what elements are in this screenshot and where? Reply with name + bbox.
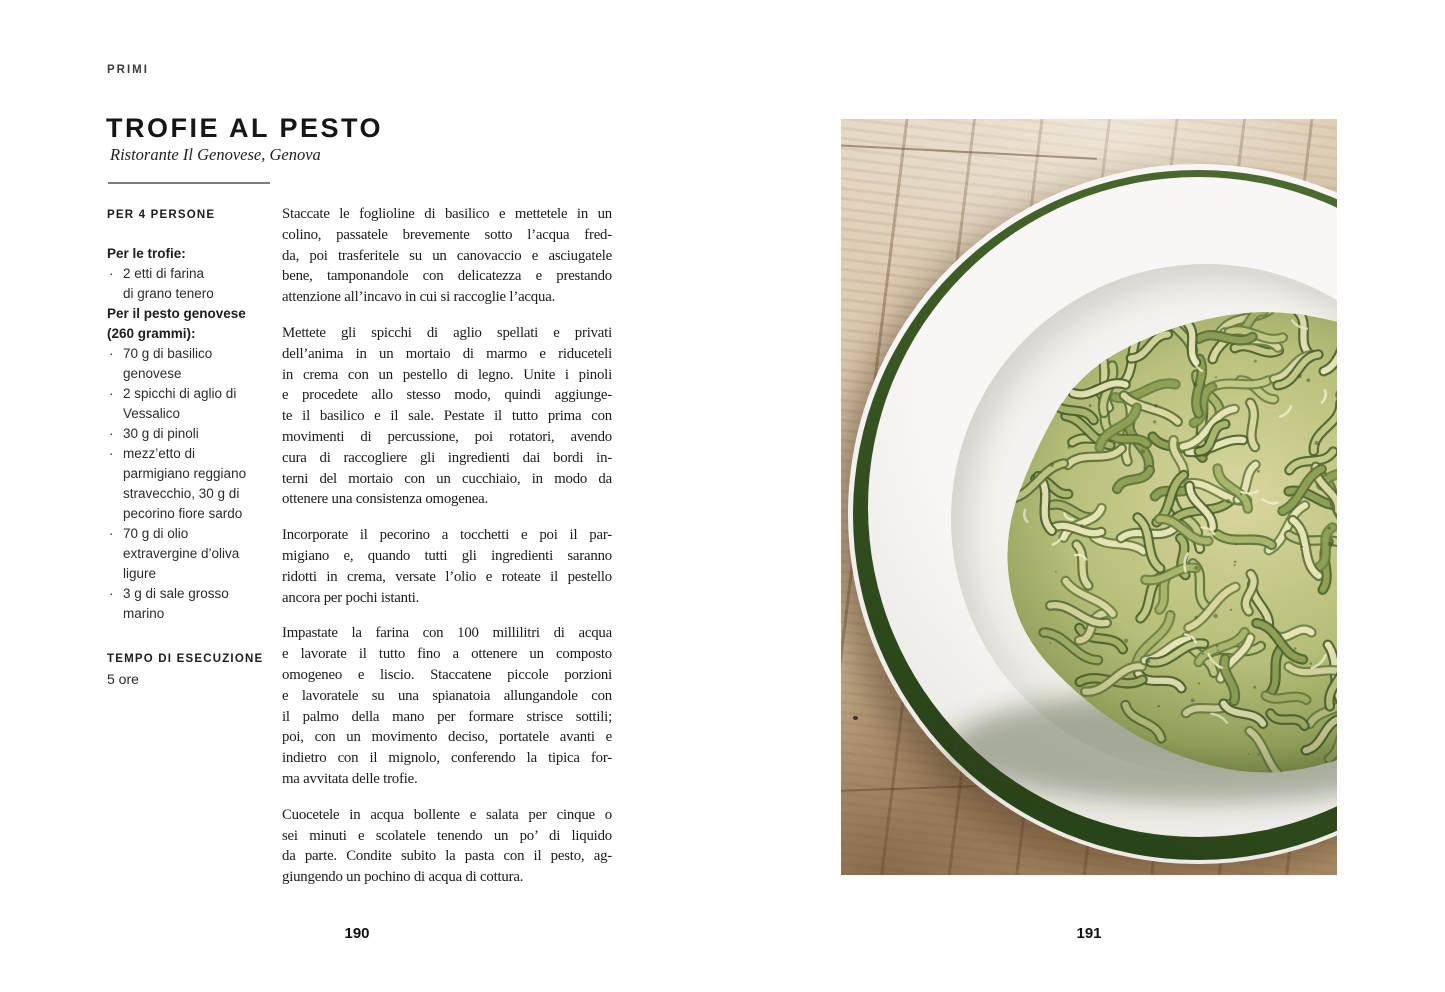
time-value: 5 ore xyxy=(107,671,139,687)
page-number-right: 191 xyxy=(1076,925,1102,942)
spacer xyxy=(107,225,279,244)
method-paragraph: Mettete gli spicchi di aglio spellati e privati dell’anima in un mortaio di marmo e riduceteli in crema con un pestello di legno. Unite i pinoli e procedete allo stesso modo, quindi aggiunge- te il basilico e il sale. Pestate il tutto prima con movimenti di percussione, poi rotatori, avendo cura di raccogliere gli ingredienti dai bordi in- terni del mortaio con un cucchiaio, in modo da ottenere una consistenza omogenea. xyxy=(282,324,612,508)
recipe-source: Ristorante Il Genovese, Genova xyxy=(110,145,321,164)
servings-label: PER 4 PERSONE xyxy=(107,209,216,221)
method-paragraph: Staccate le foglioline di basilico e mettetele in un colino, passatele brevemente sotto l’acqua fred- da, poi trasferitele su un canovaccio e asciugatele bene, tamponandole con delicatezza e prestando attenzione all’incavo in cui si raccoglie l’acqua. xyxy=(282,206,612,306)
ingredient-line: ligure xyxy=(123,566,157,581)
method-paragraph: Incorporate il pecorino a tocchetti e poi il par- migiano e, quando tutti gli ingredienti saranno ridotti in crema, versate l’olio e roteate il pestello ancora per pochi istanti. xyxy=(282,527,612,606)
ingredient-line: marino xyxy=(123,606,165,621)
ingredient-group-heading: Per il pesto genovese xyxy=(107,306,246,321)
bullet-dot: · xyxy=(109,386,114,401)
bullet-dot: · xyxy=(109,346,114,361)
method-paragraph: Cuocetele in acqua bollente e salata per cinque o sei minuti e scolatele tenendo un po’ di liquido da parte. Condite subito la pasta con il pesto, ag- giungendo un pochino di acqua di cottura. xyxy=(282,806,612,886)
ingredients-list xyxy=(107,244,279,624)
bullet-dot: · xyxy=(109,426,114,441)
pasta-illustration xyxy=(841,119,1337,875)
ingredient-line: · 30 g di pinoli xyxy=(107,424,279,444)
bullet-dot: · xyxy=(109,526,114,541)
ingredient-line: · 70 g di basilico xyxy=(107,344,279,364)
time-label: TEMPO DI ESECUZIONE xyxy=(107,653,264,665)
ingredients-sidebar xyxy=(107,205,279,689)
ingredient-line: di grano tenero xyxy=(123,286,214,301)
ingredient-line: · 70 g di olio xyxy=(107,524,279,544)
recipe-photo xyxy=(841,119,1337,875)
ingredient-line: · mezz’etto di xyxy=(107,444,279,464)
spacer xyxy=(107,624,279,649)
ingredient-line: extravergine d’oliva xyxy=(123,546,240,561)
recipe-title: TROFIE AL PESTO xyxy=(106,113,384,143)
bullet-dot: · xyxy=(109,446,114,461)
ingredient-line: pecorino fiore sardo xyxy=(123,506,243,521)
method-paragraphs xyxy=(282,204,612,903)
ingredient-group-heading: (260 grammi): xyxy=(107,326,196,341)
ingredient-group-heading: Per le trofie: xyxy=(107,246,186,261)
ingredient-line: Vessalico xyxy=(123,406,181,421)
ingredient-line: · 3 g di sale grosso xyxy=(107,584,279,604)
ingredient-line: · 2 etti di farina xyxy=(107,264,279,284)
title-divider xyxy=(108,182,270,184)
bullet-dot: · xyxy=(109,266,114,281)
method-paragraph: Impastate la farina con 100 millilitri di acqua e lavorate il tutto fino a ottenere un composto omogeneo e liscio. Staccatene piccole porzioni e lavoratele su una spianatoia allungandole con il palmo della mano per formare strisce sottili; poi, con un movimento deciso, portatele avanti e indietro con il mignolo, conferendo la tipica for- ma avvitata delle trofie. xyxy=(282,625,612,787)
ingredient-line: genovese xyxy=(123,366,182,381)
ingredient-line: stravecchio, 30 g di xyxy=(123,486,240,501)
ingredient-line: · 2 spicchi di aglio di xyxy=(107,384,279,404)
ingredient-line: parmigiano reggiano xyxy=(123,466,247,481)
section-label: PRIMI xyxy=(107,64,149,76)
page-number-left: 190 xyxy=(344,925,370,942)
bullet-dot: · xyxy=(109,586,114,601)
